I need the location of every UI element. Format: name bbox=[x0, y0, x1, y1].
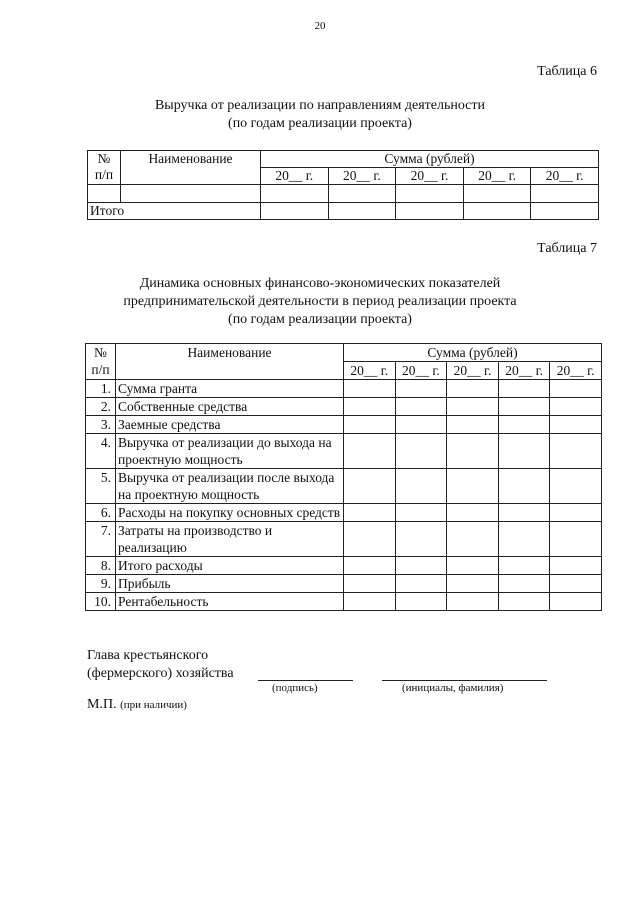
row-name: Заемные средства bbox=[116, 416, 344, 434]
row-name: Итого расходы bbox=[116, 557, 344, 575]
table-row bbox=[86, 469, 602, 504]
table6-head-num: № п/п bbox=[88, 151, 121, 185]
table7-title-line2: предпринимательской деятельности в период реализации проекта bbox=[123, 294, 517, 309]
name-caption: (инициалы, фамилия) bbox=[402, 682, 504, 694]
table7-head-name: Наименование bbox=[116, 344, 344, 380]
table-row bbox=[86, 504, 602, 522]
table7-head-sum: Сумма (рублей) bbox=[344, 344, 602, 362]
table7-year: 20__ г. bbox=[447, 362, 499, 380]
row-number: 5. bbox=[86, 469, 116, 504]
row-name: Сумма гранта bbox=[116, 380, 344, 398]
table6-row bbox=[88, 185, 599, 203]
stamp-label: М.П. bbox=[87, 697, 117, 712]
table7-title bbox=[0, 275, 640, 329]
table7-year: 20__ г. bbox=[550, 362, 602, 380]
table7-year: 20__ г. bbox=[395, 362, 447, 380]
table6-label: Таблица 6 bbox=[537, 64, 597, 79]
row-name: Рентабельность bbox=[116, 593, 344, 611]
table-row bbox=[86, 416, 602, 434]
row-number: 3. bbox=[86, 416, 116, 434]
row-name: Прибыль bbox=[116, 575, 344, 593]
table7-title-line1: Динамика основных финансово-экономических показателей bbox=[139, 276, 501, 291]
table7-label: Таблица 7 bbox=[537, 241, 597, 256]
table6-total-row bbox=[88, 203, 599, 220]
row-name: Выручка от реализации до выхода на проектную мощность bbox=[116, 434, 344, 469]
table6-year: 20__ г. bbox=[328, 168, 396, 185]
row-name: Выручка от реализации после выхода на проектную мощность bbox=[116, 469, 344, 504]
name-line[interactable] bbox=[382, 680, 547, 681]
table6-year: 20__ г. bbox=[531, 168, 599, 185]
page-number: 20 bbox=[314, 20, 326, 32]
table6-total-label: Итого bbox=[88, 203, 261, 220]
row-number: 4. bbox=[86, 434, 116, 469]
table6-head-sum: Сумма (рублей) bbox=[261, 151, 599, 168]
signature-head bbox=[87, 647, 234, 683]
table6-year: 20__ г. bbox=[261, 168, 329, 185]
table6-title-line2: (по годам реализации проекта) bbox=[228, 116, 412, 131]
signature-head-line2: (фермерского) хозяйства bbox=[87, 666, 234, 681]
table-row bbox=[86, 575, 602, 593]
row-name: Собственные средства bbox=[116, 398, 344, 416]
row-number: 6. bbox=[86, 504, 116, 522]
table7-head-num: № п/п bbox=[86, 344, 116, 380]
stamp-note: (при наличии) bbox=[120, 699, 187, 711]
table6-title-line1: Выручка от реализации по направлениям деятельности bbox=[154, 98, 486, 113]
table6-year: 20__ г. bbox=[463, 168, 531, 185]
table6-head-name: Наименование bbox=[121, 151, 261, 185]
table6-title bbox=[0, 97, 640, 133]
row-name: Расходы на покупку основных средств bbox=[116, 504, 344, 522]
row-number: 7. bbox=[86, 522, 116, 557]
table-row bbox=[86, 434, 602, 469]
row-number: 8. bbox=[86, 557, 116, 575]
row-number: 10. bbox=[86, 593, 116, 611]
row-name: Затраты на производство и реализацию bbox=[116, 522, 344, 557]
table-row bbox=[86, 380, 602, 398]
table7-year: 20__ г. bbox=[344, 362, 396, 380]
table-row bbox=[86, 557, 602, 575]
table6-year: 20__ г. bbox=[396, 168, 464, 185]
table7-title-line3: (по годам реализации проекта) bbox=[228, 312, 412, 327]
table7 bbox=[85, 343, 602, 611]
row-number: 9. bbox=[86, 575, 116, 593]
signature-caption: (подпись) bbox=[272, 682, 318, 694]
row-number: 2. bbox=[86, 398, 116, 416]
table-row bbox=[86, 398, 602, 416]
row-number: 1. bbox=[86, 380, 116, 398]
table-row bbox=[86, 522, 602, 557]
signature-head-line1: Глава крестьянского bbox=[87, 648, 209, 663]
stamp-place bbox=[87, 697, 187, 713]
signature-line[interactable] bbox=[258, 680, 353, 681]
table-row bbox=[86, 593, 602, 611]
table6 bbox=[87, 150, 599, 220]
table7-year: 20__ г. bbox=[498, 362, 550, 380]
